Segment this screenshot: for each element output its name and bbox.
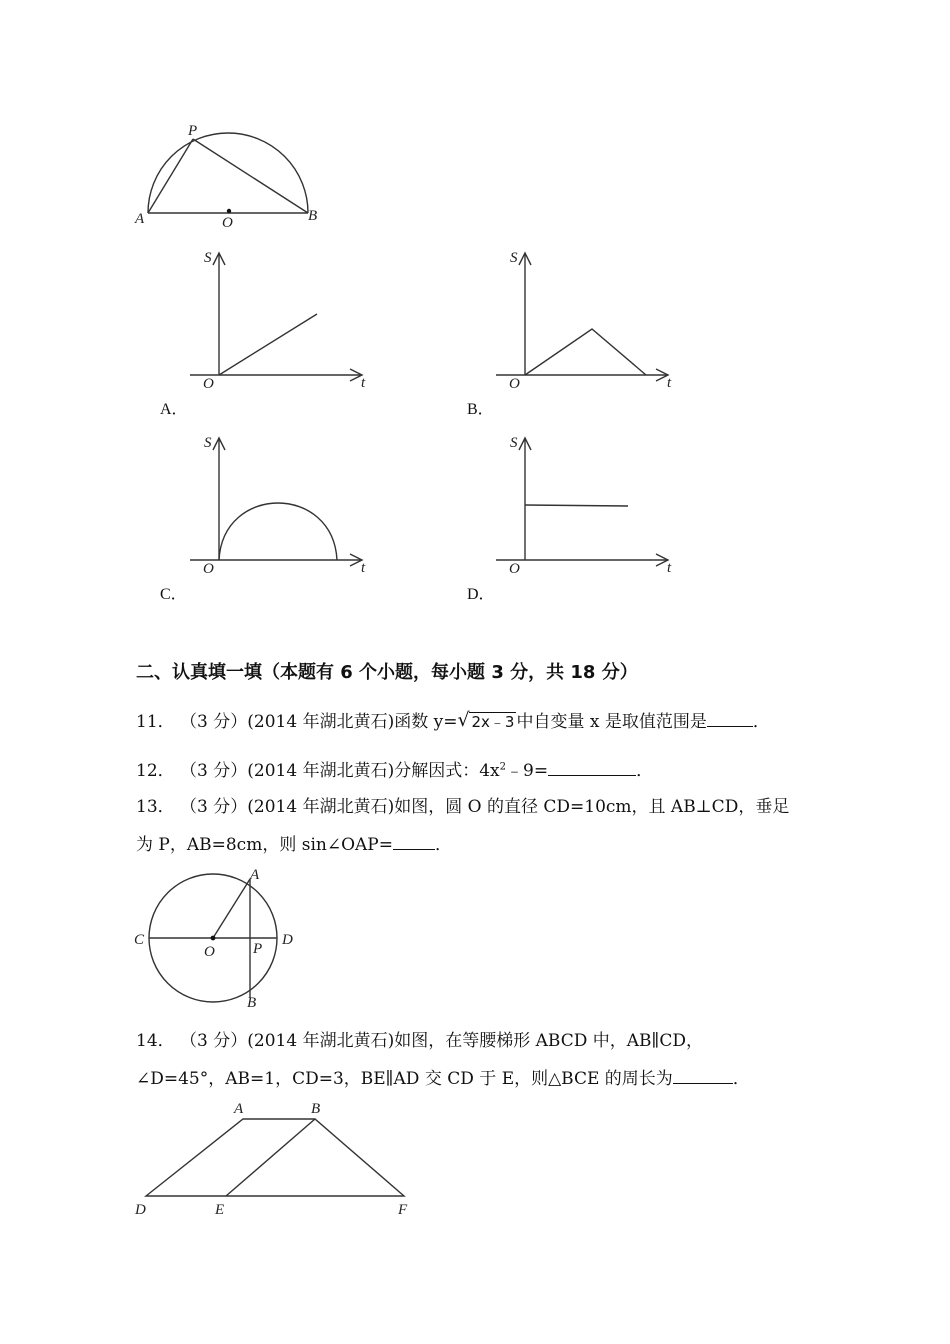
graph-b [496, 245, 686, 395]
q11-text-after: 中自变量 x 是取值范围是 [516, 712, 707, 732]
q13-line1: 如图，圆 O 的直径 CD=10cm，且 AB⊥CD，垂足 [394, 797, 790, 817]
question-14-line1 [136, 1026, 703, 1051]
label-t: t [361, 560, 366, 576]
option-c-label: C． [160, 586, 187, 603]
question-13-line2 [136, 830, 452, 855]
chord-ap [148, 139, 193, 213]
graph-a [190, 245, 380, 395]
q14-score: （3 分） [180, 1031, 248, 1051]
center-dot [211, 936, 216, 941]
q12-score: （3 分） [180, 761, 248, 781]
label-s: S [204, 250, 212, 266]
q14-line1: 如图，在等腰梯形 ABCD 中，AB∥CD， [394, 1031, 704, 1051]
label-b: B [311, 1101, 321, 1117]
question-13-line1 [136, 792, 789, 817]
q11-number: 11． [136, 712, 175, 732]
q13-number: 13． [136, 797, 175, 817]
label-b: B [247, 995, 257, 1011]
label-d: D [135, 1202, 146, 1218]
q11-source: (2014 年湖北黄石) [247, 712, 395, 732]
label-s: S [204, 435, 212, 451]
graph-c [190, 430, 380, 580]
option-c[interactable] [160, 581, 187, 604]
radical-sign-icon: √ [457, 709, 470, 731]
circle-figure [130, 862, 310, 1012]
q13-line2: 为 P，AB=8cm，则 sin∠OAP= [136, 835, 393, 855]
q14-end: ． [732, 1069, 750, 1089]
graph-a-line [219, 314, 317, 375]
option-d-label: D． [467, 586, 495, 603]
option-a-label: A． [160, 401, 188, 418]
section-heading: 二、认真填一填（本题有 6 个小题，每小题 3 分，共 18 分） [136, 662, 638, 683]
label-p: P [253, 941, 263, 957]
q11-text-before: 函数 y= [394, 712, 458, 732]
q12-text-after: ﹣9= [506, 761, 549, 781]
semicircle-figure [130, 120, 330, 235]
q11-sqrt [457, 711, 516, 732]
label-a: A [250, 867, 260, 883]
label-o: O [222, 215, 233, 231]
center-dot [227, 209, 231, 213]
label-f: F [398, 1202, 408, 1218]
question-12 [136, 756, 653, 781]
label-t: t [667, 560, 672, 576]
label-o: O [203, 376, 214, 392]
segment-be [226, 1119, 315, 1196]
graph-c-curve [219, 503, 337, 560]
q12-end: ． [636, 761, 654, 781]
q14-source: (2014 年湖北黄石) [247, 1031, 395, 1051]
q13-answer-blank[interactable] [393, 834, 435, 850]
chord-pb [193, 139, 308, 213]
label-d: D [282, 932, 293, 948]
q14-number: 14． [136, 1031, 175, 1051]
q12-answer-blank[interactable] [548, 760, 636, 776]
q11-end: ． [752, 712, 770, 732]
q12-text-before: 分解因式：4x [394, 761, 500, 781]
label-o: O [203, 561, 214, 577]
label-e: E [215, 1202, 225, 1218]
q11-answer-blank[interactable] [707, 711, 753, 727]
q14-answer-blank[interactable] [673, 1068, 733, 1084]
q12-source: (2014 年湖北黄石) [247, 761, 395, 781]
option-a[interactable] [160, 396, 188, 419]
label-p: P [188, 123, 198, 139]
segment-oa [213, 879, 250, 938]
q13-source: (2014 年湖北黄石) [247, 797, 395, 817]
question-11 [136, 707, 770, 732]
label-o: O [509, 376, 520, 392]
q13-score: （3 分） [180, 797, 248, 817]
graph-d [496, 430, 686, 580]
label-a: A [234, 1101, 244, 1117]
question-14-line2 [136, 1064, 750, 1089]
q12-exponent: 2 [499, 761, 506, 773]
option-b-label: B． [467, 401, 494, 418]
q13-end: ． [434, 835, 452, 855]
label-o: O [204, 944, 215, 960]
graph-b-line [525, 329, 646, 375]
q11-radicand: 2x﹣3 [471, 713, 515, 731]
label-o: O [509, 561, 520, 577]
trapezoid-abfd [146, 1119, 404, 1196]
graph-d-line [525, 505, 628, 506]
label-c: C [134, 932, 145, 948]
label-s: S [510, 250, 518, 266]
q14-line2: ∠D=45°，AB=1，CD=3，BE∥AD 交 CD 于 E，则△BCE 的周长为 [136, 1069, 673, 1089]
q11-score: （3 分） [180, 712, 248, 732]
label-t: t [667, 375, 672, 391]
label-a: A [135, 211, 145, 227]
label-s: S [510, 435, 518, 451]
q12-number: 12． [136, 761, 175, 781]
option-d[interactable] [467, 581, 495, 604]
option-b[interactable] [467, 396, 494, 419]
label-b: B [308, 208, 318, 224]
trapezoid-figure [130, 1098, 430, 1223]
label-t: t [361, 375, 366, 391]
